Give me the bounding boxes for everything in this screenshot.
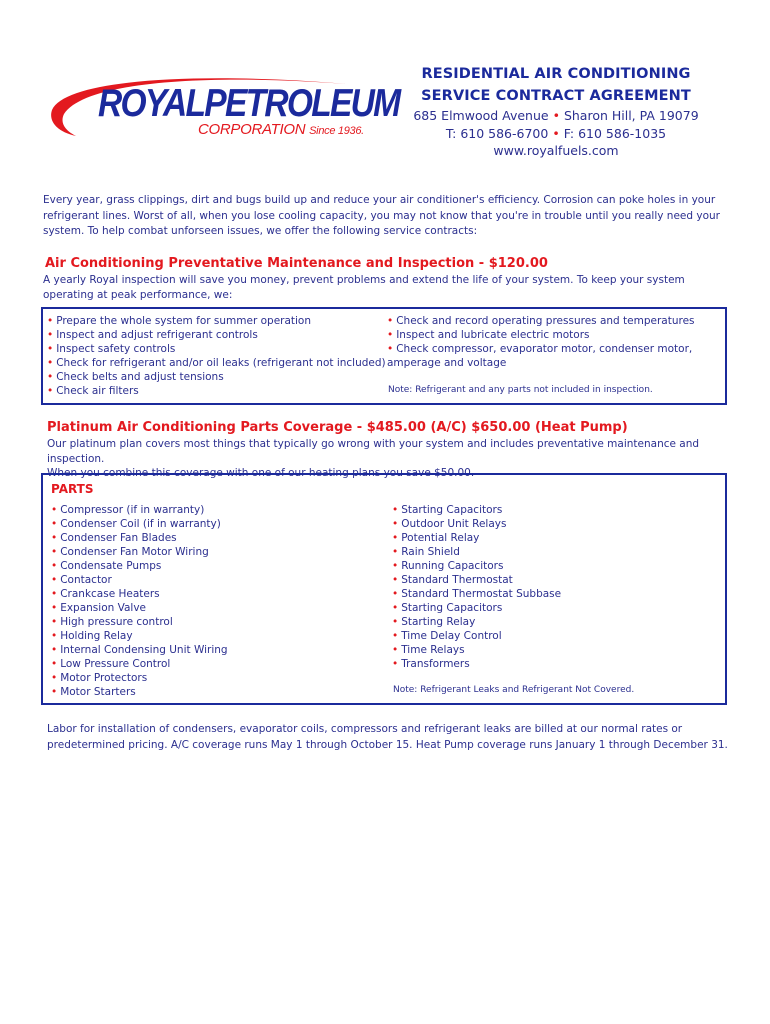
bullet-icon: •	[47, 385, 54, 397]
bullet-icon: •	[392, 532, 399, 544]
platinum-parts-box	[41, 473, 727, 705]
bullet-icon: •	[392, 616, 399, 628]
bullet-icon: •	[392, 574, 399, 586]
list-item: • Transformers	[392, 658, 470, 670]
fax-number: F: 610 586-1035	[563, 125, 667, 141]
bullet-icon: •	[392, 658, 399, 670]
bullet-icon: •	[51, 672, 58, 684]
bullet-icon: •	[392, 588, 399, 600]
bullet-icon: •	[47, 329, 54, 341]
list-item: • Starting Capacitors	[392, 504, 503, 516]
parts-left-list	[51, 503, 228, 699]
list-item: • Contactor	[51, 574, 112, 586]
document-title-line2: SERVICE CONTRACT AGREEMENT	[421, 88, 691, 104]
bullet-icon: •	[51, 658, 58, 670]
bullet-icon: •	[392, 546, 399, 558]
bullet-icon: •	[51, 546, 58, 558]
platinum-description-line1: Our platinum plan covers most things that typically go wrong with your system and includes preventative maintenance and inspection.	[47, 438, 700, 465]
bullet-icon: •	[392, 504, 399, 516]
list-item: • Holding Relay	[51, 630, 133, 642]
list-item: • Condenser Coil (if in warranty)	[51, 518, 221, 530]
separator-bullet: •	[552, 108, 560, 123]
street-address: 685 Elmwood Avenue	[413, 108, 549, 123]
bullet-icon: •	[51, 504, 58, 516]
list-item: • High pressure control	[51, 616, 173, 628]
bullet-icon: •	[47, 371, 54, 383]
list-item: • Check air filters	[47, 385, 139, 397]
bullet-icon: •	[51, 644, 58, 656]
bullet-icon: •	[51, 532, 58, 544]
bullet-icon: •	[51, 602, 58, 614]
bullet-icon: •	[51, 616, 58, 628]
logo-wordmark: ROYALPETROLEUM	[98, 82, 400, 125]
list-item: • Expansion Valve	[51, 602, 147, 614]
list-item: • Starting Capacitors	[392, 602, 503, 614]
logo-since: Since 1936.	[309, 125, 364, 137]
bullet-icon: •	[51, 574, 58, 586]
list-item: • Prepare the whole system for summer operation	[47, 315, 312, 327]
bullet-icon: •	[47, 357, 54, 369]
list-item: • Starting Relay	[392, 616, 476, 628]
city-address: Sharon Hill, PA 19079	[563, 108, 699, 123]
bullet-icon: •	[47, 315, 54, 327]
platinum-title: Platinum Air Conditioning Parts Coverage - $485.00 (A/C) $650.00 (Heat Pump)	[47, 420, 628, 435]
list-item: • Check and record operating pressures and temperatures	[387, 315, 695, 327]
list-item: • Inspect and adjust refrigerant controls	[47, 329, 258, 341]
bullet-icon: •	[392, 630, 399, 642]
bullet-icon: •	[387, 315, 394, 327]
bullet-icon: •	[51, 630, 58, 642]
list-item: • Potential Relay	[392, 532, 480, 544]
list-item: • Internal Condensing Unit Wiring	[51, 644, 228, 656]
list-item: • Running Capacitors	[392, 560, 504, 572]
parts-right-list	[392, 503, 561, 671]
list-item: • Condensate Pumps	[51, 560, 162, 572]
document-header	[396, 63, 716, 160]
list-item: • Check compressor, evaporator motor, condenser motor,	[387, 343, 693, 355]
footer-paragraph: Labor for installation of condensers, evaporator coils, compressors and refrigerant leaks are billed at our normal rates or predetermined pricing. A/C coverage runs May 1 through October 15. Heat Pump coverage runs January 1 through December 31.	[47, 723, 728, 751]
list-item: • Standard Thermostat	[392, 574, 513, 586]
list-item: • Check for refrigerant and/or oil leaks (refrigerant not included)	[47, 357, 386, 369]
logo-subtitle	[198, 121, 364, 138]
maintenance-box	[41, 307, 727, 405]
parts-heading: PARTS	[51, 482, 94, 496]
list-item: • Inspect safety controls	[47, 343, 176, 355]
document-title-line1: RESIDENTIAL AIR CONDITIONING	[421, 66, 691, 82]
list-item: • Outdoor Unit Relays	[392, 518, 507, 530]
maintenance-description: A yearly Royal inspection will save you money, prevent problems and extend the life of your system. To keep your system operating at peak performance, we:	[43, 274, 685, 301]
list-item: • Motor Protectors	[51, 672, 148, 684]
address-line	[396, 107, 716, 125]
logo-corporation: CORPORATION	[198, 121, 306, 138]
company-logo	[46, 70, 400, 152]
intro-paragraph: Every year, grass clippings, dirt and bugs build up and reduce your air conditioner's efficiency. Corrosion can poke holes in your refrigerant lines. Worst of all, when you lose cooling capacity, you may not know that you're in trouble until you really need your system. To help combat unforseen issues, we offer the following service contracts:	[43, 194, 720, 237]
contact-line	[396, 125, 716, 143]
maintenance-note: Note: Refrigerant and any parts not included in inspection.	[388, 385, 653, 395]
bullet-icon: •	[387, 343, 394, 355]
bullet-icon: •	[392, 560, 399, 572]
bullet-icon: •	[392, 644, 399, 656]
maintenance-left-list	[47, 314, 386, 398]
list-item: • Check belts and adjust tensions	[47, 371, 224, 383]
list-item: • Standard Thermostat Subbase	[392, 588, 562, 600]
list-item: • Rain Shield	[392, 546, 460, 558]
website-link[interactable]: www.royalfuels.com	[493, 143, 619, 158]
bullet-icon: •	[47, 343, 54, 355]
bullet-icon: •	[51, 686, 58, 698]
list-item: • Condenser Fan Blades	[51, 532, 177, 544]
phone-number: T: 610 586-6700	[445, 125, 549, 141]
bullet-icon: •	[387, 329, 394, 341]
bullet-icon: •	[392, 518, 399, 530]
separator-bullet: •	[552, 125, 560, 141]
bullet-icon: •	[51, 560, 58, 572]
list-item: • Time Relays	[392, 644, 465, 656]
maintenance-right-list	[387, 314, 695, 370]
bullet-icon: •	[392, 602, 399, 614]
list-item-continuation: amperage and voltage	[387, 357, 507, 369]
list-item: • Compressor (if in warranty)	[51, 504, 205, 516]
platinum-description-line2: When you combine this coverage with one of our heating plans you save $50.00.	[47, 467, 475, 479]
list-item: • Motor Starters	[51, 686, 136, 698]
bullet-icon: •	[51, 588, 58, 600]
parts-note: Note: Refrigerant Leaks and Refrigerant Not Covered.	[393, 685, 635, 695]
bullet-icon: •	[51, 518, 58, 530]
maintenance-title: Air Conditioning Preventative Maintenance and Inspection - $120.00	[45, 256, 548, 271]
list-item: • Inspect and lubricate electric motors	[387, 329, 590, 341]
list-item: • Time Delay Control	[392, 630, 502, 642]
list-item: • Low Pressure Control	[51, 658, 171, 670]
list-item: • Crankcase Heaters	[51, 588, 160, 600]
list-item: • Condenser Fan Motor Wiring	[51, 546, 209, 558]
